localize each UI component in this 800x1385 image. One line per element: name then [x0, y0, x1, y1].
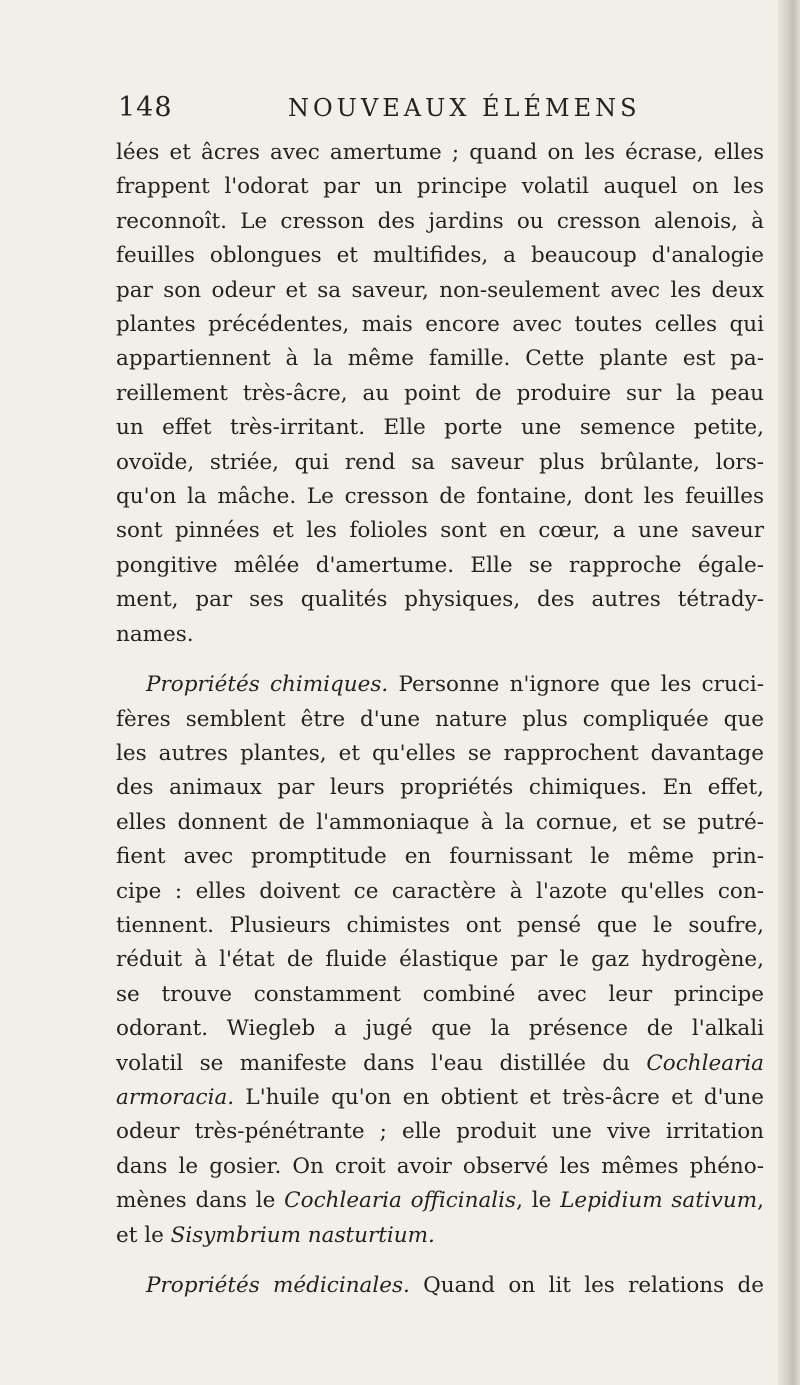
text-line: appartiennent à la même famille. Cette plante est pa-: [116, 346, 764, 372]
text-line: fient avec promptitude en fournissant le même prin-: [116, 844, 764, 870]
paragraph-gap: [116, 652, 764, 668]
text-line: [116, 1047, 764, 1081]
text-line: pongitive mêlée d'amertume. Elle se rapproche égale-: [116, 552, 764, 578]
section-heading: Propriétés chimiques.: [146, 672, 389, 698]
text-line: des animaux par leurs propriétés chimiques. En effet,: [116, 775, 764, 801]
text-line: [116, 1184, 764, 1218]
text-line: cipe : elles doivent ce caractère à l'azote qu'elles con-: [116, 878, 764, 904]
paragraph-gap: [116, 1253, 764, 1269]
text-line: odorant. Wiegleb a jugé que la présence de l'alkali: [116, 1016, 764, 1042]
text-line: elles donnent de l'ammoniaque à la cornue, et se putré-: [116, 809, 764, 835]
page-edge-shadow: [778, 0, 800, 1385]
body-text: [116, 136, 764, 1303]
text-run: Quand on lit les relations de: [409, 1273, 764, 1298]
text-run: ,: [757, 1188, 764, 1214]
text-line: ovoïde, striée, qui rend sa saveur plus brûlante, lors-: [116, 449, 764, 475]
text-line: reconnoît. Le cresson des jardins ou cresson alenois, à: [116, 208, 764, 234]
text-line: names.: [116, 621, 194, 647]
text-line: odeur très-pénétrante ; elle produit une vive irritation: [116, 1119, 764, 1145]
text-line: dans le gosier. On croit avoir observé les mêmes phéno-: [116, 1153, 764, 1179]
text-line: par son odeur et sa saveur, non-seulement avec les deux: [116, 277, 764, 303]
text-run: mènes dans le: [116, 1188, 285, 1214]
text-line: les autres plantes, et qu'elles se rapprochent davantage: [116, 740, 764, 766]
text-run: Personne n'ignore que les cruci-: [388, 672, 764, 698]
text-run: , le: [516, 1188, 561, 1214]
text-line: frappent l'odorat par un principe volatil auquel on les: [116, 174, 764, 200]
text-line: [116, 1081, 764, 1115]
species-name: Lepidium sativum: [560, 1188, 758, 1214]
text-line: lées et âcres avec amertume ; quand on les écrase, elles: [116, 140, 764, 165]
section-heading: Propriétés médicinales.: [146, 1273, 410, 1298]
text-line: plantes précédentes, mais encore avec toutes celles qui: [116, 312, 764, 338]
text-run: volatil se manifeste dans l'eau distillée du: [116, 1050, 647, 1076]
text-line: reillement très-âcre, au point de produire sur la peau: [116, 380, 764, 406]
text-line: [116, 1219, 764, 1253]
species-name: Cochlearia: [646, 1050, 764, 1076]
text-line: ment, par ses qualités physiques, des autres tétrady-: [116, 587, 764, 613]
text-line: tiennent. Plusieurs chimistes ont pensé que le soufre,: [116, 912, 764, 938]
text-line: [116, 1269, 764, 1303]
species-name: Sisymbrium nasturtium.: [170, 1222, 435, 1248]
page-header: [118, 92, 768, 128]
text-line: un effet très-irritant. Elle porte une semence petite,: [116, 415, 764, 441]
species-name: Cochlearia officinalis: [284, 1188, 517, 1214]
text-line: fères semblent être d'une nature plus compliquée que: [116, 706, 764, 732]
text-line: sont pinnées et les folioles sont en cœur, a une saveur: [116, 518, 764, 544]
running-head: NOUVEAUX ÉLÉMENS: [288, 94, 641, 122]
page-number: 148: [118, 92, 173, 123]
text-run: et le: [116, 1222, 171, 1248]
species-name: armoracia.: [116, 1084, 235, 1110]
text-line: [116, 668, 764, 702]
text-line: feuilles oblongues et multifides, a beaucoup d'analogie: [116, 243, 764, 269]
text-line: réduit à l'état de fluide élastique par le gaz hydrogène,: [116, 947, 764, 973]
text-line: qu'on la mâche. Le cresson de fontaine, dont les feuilles: [116, 484, 764, 510]
text-line: se trouve constamment combiné avec leur principe: [116, 981, 764, 1007]
text-run: L'huile qu'on en obtient et très-âcre et d'une: [234, 1084, 764, 1110]
